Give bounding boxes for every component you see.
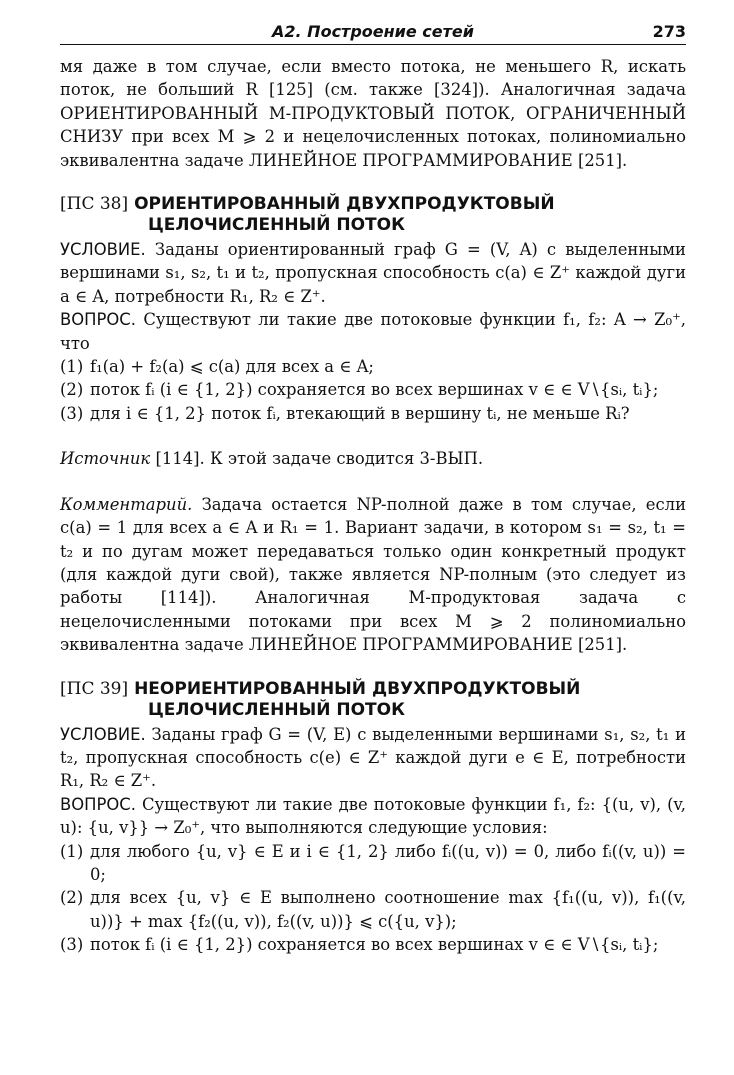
problem-38-title-line1: ОРИЕНТИРОВАННЫЙ ДВУХПРОДУКТОВЫЙ [134, 194, 555, 215]
problem-38-title-line2: ЦЕЛОЧИСЛЕННЫЙ ПОТОК [148, 215, 405, 236]
question-text: Существуют ли такие две потоковые функции f₁, f₂: A → Z₀⁺, что [60, 310, 686, 353]
condition-item-text: для i ∈ {1, 2} поток fᵢ, втекающий в вершину tᵢ, не меньше Rᵢ? [90, 403, 630, 423]
problem-38-condition-item [60, 355, 686, 378]
page-number: 273 [652, 22, 686, 41]
condition-text: Заданы граф G = (V, E) с выделенными вершинами s₁, s₂, t₁ и t₂, пропускная способность c(e) ∈ Z⁺ каждой дуги e ∈ E, потребности R₁, R₂ ∈ Z⁺. [60, 724, 686, 791]
problem-39-condition [60, 723, 686, 793]
comment-label: Комментарий. [60, 494, 193, 514]
problem-39-id: [ПС 39] [60, 678, 129, 699]
problem-38-title [60, 194, 686, 236]
condition-number: (2) [60, 888, 84, 908]
source-label: Источник [60, 449, 151, 469]
problem-39-condition-item [60, 840, 686, 887]
problem-39-title [60, 679, 686, 721]
question-text: Существуют ли такие две потоковые функции f₁, f₂: {(u, v), (v, u): {u, v}} → Z₀⁺, что выполняются следующие условия: [60, 794, 687, 838]
condition-number: (2) [60, 380, 84, 400]
running-head: A2. Построение сетей [272, 22, 474, 41]
problem-38-condition [60, 238, 686, 308]
comment-text: Задача остается NP-полной даже в том случае, если c(a) = 1 для всех a ∈ A и R₁ = 1. Вариант задачи, в котором s₁ = s₂, t₁ = t₂ и по дугам может передаваться только один конкретный продукт (для каждой дуги свой), также является NP-полным (это следует из работы [114]). Аналогичная M-продуктовая задача с нецелочисленными потоками при всех M ⩾ 2 полиномиально эквивалентна задаче ЛИНЕЙНОЕ ПРОГРАММИРОВАНИЕ [251]. [60, 494, 686, 655]
condition-number: (3) [60, 935, 84, 955]
problem-39-title-line1: НЕОРИЕНТИРОВАННЫЙ ДВУХПРОДУКТОВЫЙ [134, 678, 581, 699]
problem-39 [60, 679, 686, 957]
problem-39-title-line2: ЦЕЛОЧИСЛЕННЫЙ ПОТОК [148, 699, 405, 720]
condition-item-text: для всех {u, v} ∈ E выполнено соотношение max {f₁((u, v)), f₁((v, u))} + max {f₂((u, v)), f₂((v, u))} ⩽ c({u, v}); [90, 888, 686, 931]
problem-38-id: [ПС 38] [60, 194, 129, 215]
problem-38-condition-item [60, 402, 686, 425]
condition-item-text: f₁(a) + f₂(a) ⩽ c(a) для всех a ∈ A; [90, 357, 374, 377]
question-label: ВОПРОС. [60, 794, 136, 814]
condition-item-text: для любого {u, v} ∈ E и i ∈ {1, 2} либо fᵢ((u, v)) = 0, либо fᵢ((v, u)) = 0; [90, 841, 686, 884]
source-text: [114]. К этой задаче сводится 3-ВЫП. [155, 449, 484, 469]
problem-38-condition-item [60, 378, 686, 401]
condition-label: УСЛОВИЕ. [60, 240, 146, 260]
question-label: ВОПРОС. [60, 310, 136, 330]
condition-label: УСЛОВИЕ. [60, 724, 146, 744]
problem-38-question [60, 308, 686, 355]
condition-number: (1) [60, 357, 84, 377]
condition-number: (1) [60, 841, 84, 861]
problem-38-source [60, 447, 686, 470]
page-header [60, 20, 686, 45]
condition-number: (3) [60, 403, 84, 423]
problem-39-question [60, 793, 686, 840]
problem-38-comment [60, 493, 686, 657]
condition-item-text: поток fᵢ (i ∈ {1, 2}) сохраняется во всех вершинах v ∈ ∈ V∖{sᵢ, tᵢ}; [90, 380, 659, 400]
condition-item-text: поток fᵢ (i ∈ {1, 2}) сохраняется во всех вершинах v ∈ ∈ V∖{sᵢ, tᵢ}; [90, 935, 659, 955]
intro-paragraph: мя даже в том случае, если вместо потока, не меньшего R, искать поток, не больший R [125] (см. также [324]). Аналогичная задача ОРИЕНТИРОВАННЫЙ М-ПРОДУКТОВЫЙ ПОТОК, ОГРАНИЧЕННЫЙ СНИЗУ при всех M ⩾ 2 и нецелочисленных потоках, полиномиально эквивалентна задаче ЛИНЕЙНОЕ ПРОГРАММИРОВАНИЕ [251]. [60, 57, 686, 170]
problem-39-condition-item [60, 886, 686, 933]
problem-38 [60, 194, 686, 657]
condition-text: Заданы ориентированный граф G = (V, A) с выделенными вершинами s₁, s₂, t₁ и t₂, пропускная способность c(a) ∈ Z⁺ каждой дуги a ∈ A, потребности R₁, R₂ ∈ Z⁺. [60, 240, 686, 306]
problem-39-condition-item [60, 933, 686, 956]
